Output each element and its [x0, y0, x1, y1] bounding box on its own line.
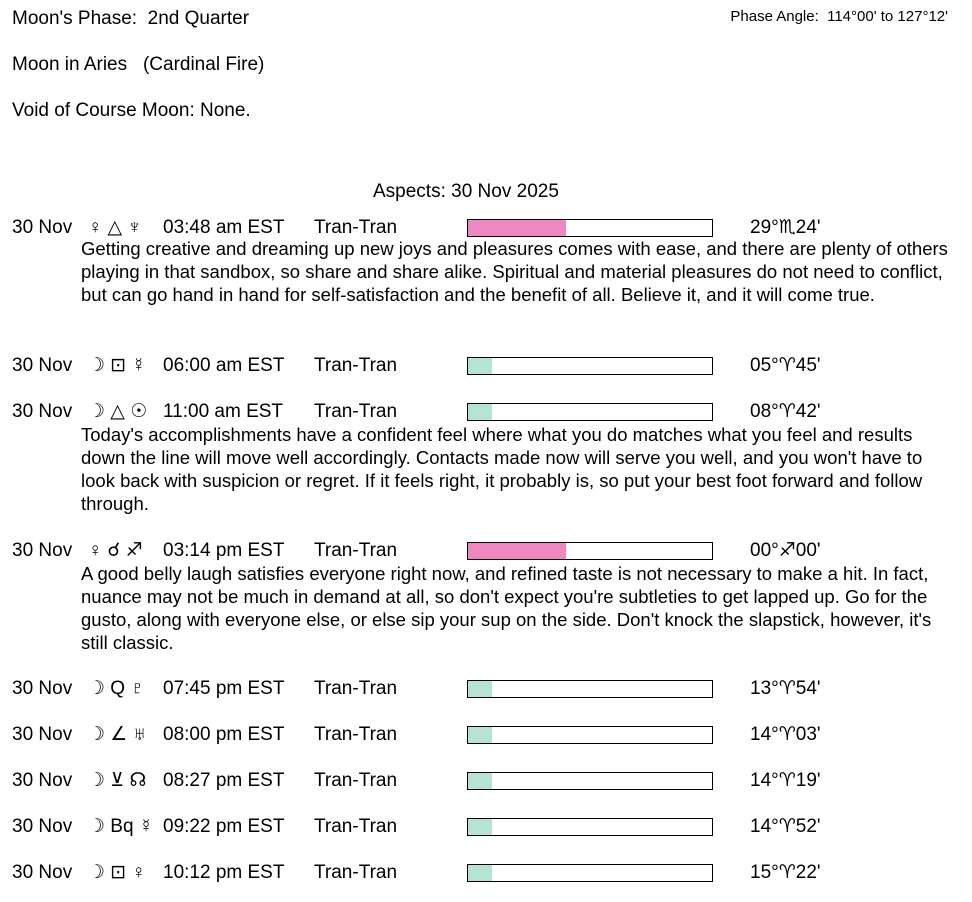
aspect-glyphs: ☽ Bq ☿ — [88, 816, 154, 837]
aspect-glyphs: ♀ ☌ ♐ — [88, 540, 143, 561]
aspect-date: 30 Nov — [12, 217, 73, 238]
aspect-time: 03:14 pm EST — [163, 540, 285, 561]
strength-bar — [467, 772, 713, 790]
aspect-row — [0, 719, 972, 743]
aspect-time: 08:00 pm EST — [163, 724, 285, 745]
aspect-glyphs: ☽ ∠ ♅ — [88, 724, 147, 745]
aspect-time: 03:48 am EST — [163, 217, 285, 238]
aspect-degree: 14°♈19' — [750, 770, 821, 791]
aspect-date: 30 Nov — [12, 540, 73, 561]
aspect-degree: 05°♈45' — [750, 355, 821, 376]
strength-bar — [467, 357, 713, 375]
strength-bar-fill — [468, 543, 566, 559]
aspects-title: Aspects: 30 Nov 2025 — [373, 181, 559, 202]
strength-bar-fill — [468, 727, 492, 743]
aspect-row — [0, 535, 972, 559]
aspect-glyphs: ☽ ⊡ ☿ — [88, 355, 146, 376]
aspect-row — [0, 350, 972, 374]
aspect-row — [0, 673, 972, 697]
aspect-glyphs: ♀ △ ♆ — [88, 217, 142, 238]
strength-bar — [467, 542, 713, 560]
aspect-degree: 14°♈03' — [750, 724, 821, 745]
aspect-description: A good belly laugh satisfies everyone right now, and refined taste is not necessary to make a hit. In fact, nuance may not be much in demand at all, so don't expect you're subtleties to get lapped up. Go for the gusto, along with everyone else, or else sip your sup on the side. Don't knock the slapstick, however, it's still classic. — [81, 563, 932, 653]
aspect-degree: 15°♈22' — [750, 862, 821, 883]
aspect-kind: Tran-Tran — [314, 401, 398, 422]
aspect-time: 06:00 am EST — [163, 355, 285, 376]
aspect-time: 08:27 pm EST — [163, 770, 285, 791]
strength-bar — [467, 403, 713, 421]
aspect-date: 30 Nov — [12, 724, 73, 745]
moon-sign: Moon in Aries (Cardinal Fire) — [12, 54, 265, 75]
strength-bar-fill — [468, 819, 492, 835]
strength-bar — [467, 726, 713, 744]
aspect-row — [0, 212, 972, 236]
strength-bar — [467, 864, 713, 882]
aspect-kind: Tran-Tran — [314, 217, 398, 238]
aspect-degree: 14°♈52' — [750, 816, 821, 837]
aspect-kind: Tran-Tran — [314, 770, 398, 791]
aspect-kind: Tran-Tran — [314, 355, 398, 376]
aspect-time: 10:12 pm EST — [163, 862, 285, 883]
aspect-kind: Tran-Tran — [314, 862, 398, 883]
strength-bar-fill — [468, 358, 492, 374]
aspect-description: Getting creative and dreaming up new joys and pleasures comes with ease, and there are plenty of others playing in that sandbox, so share and share alike. Spiritual and material pleasures do not need to conflict, but can go hand in hand for self-satisfaction and the benefit of all. Believe it, and it will come true. — [81, 238, 948, 305]
aspect-date: 30 Nov — [12, 355, 73, 376]
aspect-date: 30 Nov — [12, 770, 73, 791]
aspect-time: 09:22 pm EST — [163, 816, 285, 837]
aspect-glyphs: ☽ ⊡ ♀ — [88, 862, 146, 883]
aspect-kind: Tran-Tran — [314, 724, 398, 745]
aspect-degree: 08°♈42' — [750, 401, 821, 422]
aspect-date: 30 Nov — [12, 816, 73, 837]
aspect-degree: 13°♈54' — [750, 678, 821, 699]
aspect-kind: Tran-Tran — [314, 678, 398, 699]
moon-phase: Moon's Phase: 2nd Quarter — [12, 8, 250, 29]
aspect-row — [0, 765, 972, 789]
strength-bar — [467, 680, 713, 698]
aspect-row — [0, 396, 972, 420]
aspect-degree: 29°♏24' — [750, 217, 821, 238]
strength-bar-fill — [468, 773, 492, 789]
void-of-course: Void of Course Moon: None. — [12, 100, 251, 121]
strength-bar — [467, 818, 713, 836]
aspect-date: 30 Nov — [12, 678, 73, 699]
strength-bar-fill — [468, 865, 492, 881]
aspect-kind: Tran-Tran — [314, 816, 398, 837]
aspect-row — [0, 857, 972, 881]
aspect-date: 30 Nov — [12, 862, 73, 883]
aspect-glyphs: ☽ ⊻ ☊ — [88, 770, 147, 791]
aspect-degree: 00°♐00' — [750, 540, 821, 561]
aspect-description: Today's accomplishments have a confident feel where what you do matches what you feel and results down the line will move well accordingly. Contacts made now will serve you well, and you won't have to look back with suspicion or regret. If it feels right, it probably is, so put your best foot forward and follow through. — [81, 424, 923, 514]
aspect-glyphs: ☽ Q ♇ — [88, 678, 145, 699]
aspect-kind: Tran-Tran — [314, 540, 398, 561]
aspect-date: 30 Nov — [12, 401, 73, 422]
strength-bar-fill — [468, 681, 492, 697]
aspect-time: 11:00 am EST — [163, 401, 284, 422]
aspect-time: 07:45 pm EST — [163, 678, 285, 699]
strength-bar — [467, 219, 713, 237]
phase-angle: Phase Angle: 114°00' to 127°12' — [730, 8, 948, 25]
aspect-glyphs: ☽ △ ☉ — [88, 401, 148, 422]
strength-bar-fill — [468, 220, 566, 236]
strength-bar-fill — [468, 404, 492, 420]
aspect-row — [0, 811, 972, 835]
